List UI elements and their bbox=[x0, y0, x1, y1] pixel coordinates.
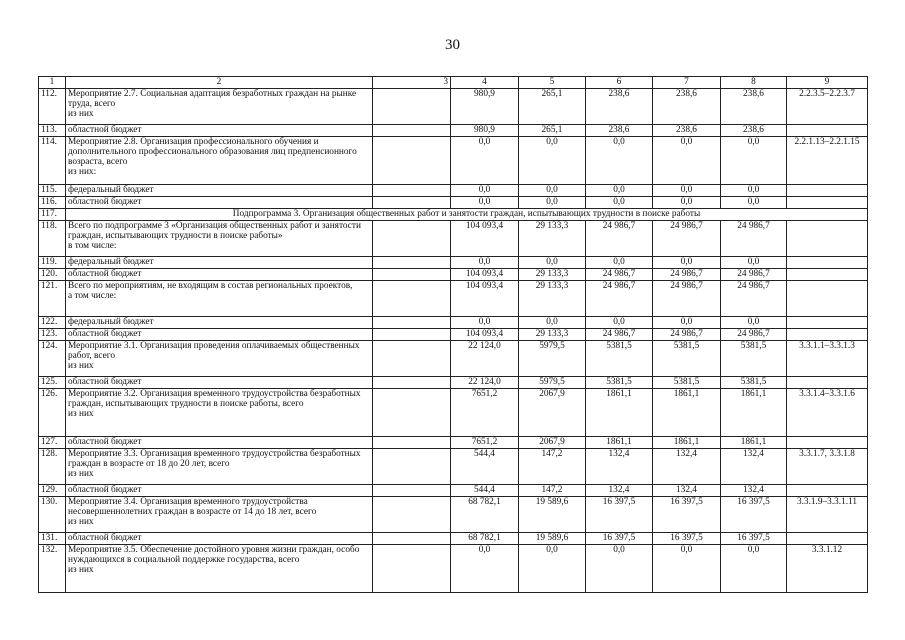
col7-value: 0,0 bbox=[653, 137, 721, 185]
col4-value: 0,0 bbox=[451, 197, 519, 209]
col8-value: 1861,1 bbox=[721, 437, 787, 449]
col4-value: 0,0 bbox=[451, 257, 519, 269]
table-row bbox=[39, 545, 868, 593]
col3-value bbox=[373, 341, 451, 377]
table-row bbox=[39, 533, 868, 545]
indicator-ref: 2.2.1.13–2.2.1.15 bbox=[787, 137, 868, 185]
col7-value: 132,4 bbox=[653, 449, 721, 485]
row-name: федеральный бюджет bbox=[66, 257, 373, 269]
col7-value: 0,0 bbox=[653, 545, 721, 593]
row-number: 112. bbox=[39, 89, 66, 125]
row-name: областной бюджет bbox=[66, 125, 373, 137]
col6-value: 24 986,7 bbox=[586, 221, 653, 257]
col7-value: 0,0 bbox=[653, 197, 721, 209]
col3-value bbox=[373, 485, 451, 497]
table-row bbox=[39, 137, 868, 185]
row-number: 118. bbox=[39, 221, 66, 257]
col6-value: 132,4 bbox=[586, 449, 653, 485]
indicator-ref bbox=[787, 281, 868, 317]
indicator-ref bbox=[787, 317, 868, 329]
col8-value: 5381,5 bbox=[721, 341, 787, 377]
row-name: Всего по подпрограмме 3 «Организация общественных работ и занятости граждан, испытывающих трудности в поиске работы» в том числе: bbox=[66, 221, 373, 257]
indicator-ref bbox=[787, 125, 868, 137]
row-name: Мероприятие 3.2. Организация временного трудоустройства безработных граждан, испытывающих трудности в поиске работы, всего из них bbox=[66, 389, 373, 437]
row-number: 130. bbox=[39, 497, 66, 533]
row-number: 115. bbox=[39, 185, 66, 197]
col6-value: 24 986,7 bbox=[586, 269, 653, 281]
col5-value: 0,0 bbox=[519, 545, 586, 593]
table-row bbox=[39, 437, 868, 449]
row-number: 123. bbox=[39, 329, 66, 341]
col7-value: 24 986,7 bbox=[653, 329, 721, 341]
col8-value: 132,4 bbox=[721, 485, 787, 497]
col8-value: 16 397,5 bbox=[721, 533, 787, 545]
row-name: областной бюджет bbox=[66, 197, 373, 209]
column-header: 6 bbox=[586, 77, 653, 89]
row-number: 129. bbox=[39, 485, 66, 497]
col8-value: 24 986,7 bbox=[721, 221, 787, 257]
col5-value: 2067,9 bbox=[519, 437, 586, 449]
column-header: 3 bbox=[373, 77, 451, 89]
indicator-ref bbox=[787, 185, 868, 197]
column-header: 4 bbox=[451, 77, 519, 89]
col5-value: 0,0 bbox=[519, 257, 586, 269]
col6-value: 16 397,5 bbox=[586, 533, 653, 545]
col3-value bbox=[373, 197, 451, 209]
col8-value: 0,0 bbox=[721, 257, 787, 269]
col5-value: 0,0 bbox=[519, 197, 586, 209]
col8-value: 0,0 bbox=[721, 185, 787, 197]
row-number: 117. bbox=[39, 209, 66, 221]
col3-value bbox=[373, 89, 451, 125]
col4-value: 104 093,4 bbox=[451, 329, 519, 341]
indicator-ref bbox=[787, 533, 868, 545]
col6-value: 238,6 bbox=[586, 89, 653, 125]
indicator-ref bbox=[787, 329, 868, 341]
col3-value bbox=[373, 329, 451, 341]
col6-value: 0,0 bbox=[586, 545, 653, 593]
col4-value: 0,0 bbox=[451, 317, 519, 329]
row-number: 126. bbox=[39, 389, 66, 437]
col3-value bbox=[373, 449, 451, 485]
row-name: федеральный бюджет bbox=[66, 317, 373, 329]
col4-value: 22 124,0 bbox=[451, 377, 519, 389]
col7-value: 16 397,5 bbox=[653, 497, 721, 533]
indicator-ref bbox=[787, 197, 868, 209]
table-row bbox=[39, 497, 868, 533]
indicator-ref: 3.3.1.7, 3.3.1.8 bbox=[787, 449, 868, 485]
table-row bbox=[39, 281, 868, 317]
row-name: Мероприятие 3.3. Организация временного трудоустройства безработных граждан в возрасте от 18 до 20 лет, всего из них bbox=[66, 449, 373, 485]
indicator-ref: 3.3.1.9–3.3.1.11 bbox=[787, 497, 868, 533]
col7-value: 0,0 bbox=[653, 317, 721, 329]
indicator-ref: 3.3.1.1–3.3.1.3 bbox=[787, 341, 868, 377]
col5-value: 265,1 bbox=[519, 125, 586, 137]
col7-value: 5381,5 bbox=[653, 341, 721, 377]
table-row bbox=[39, 185, 868, 197]
col8-value: 0,0 bbox=[721, 197, 787, 209]
row-name: Мероприятие 3.4. Организация временного трудоустройства несовершеннолетних граждан в возрасте от 14 до 18 лет, всего из них bbox=[66, 497, 373, 533]
col6-value: 5381,5 bbox=[586, 341, 653, 377]
column-header: 5 bbox=[519, 77, 586, 89]
col5-value: 29 133,3 bbox=[519, 281, 586, 317]
indicator-ref: 3.3.1.4–3.3.1.6 bbox=[787, 389, 868, 437]
col3-value bbox=[373, 221, 451, 257]
col7-value: 24 986,7 bbox=[653, 269, 721, 281]
table-row bbox=[39, 269, 868, 281]
table-row bbox=[39, 317, 868, 329]
col6-value: 16 397,5 bbox=[586, 497, 653, 533]
col5-value: 29 133,3 bbox=[519, 221, 586, 257]
col5-value: 147,2 bbox=[519, 485, 586, 497]
row-name: областной бюджет bbox=[66, 437, 373, 449]
indicator-ref bbox=[787, 485, 868, 497]
column-header: 1 bbox=[39, 77, 66, 89]
row-number: 114. bbox=[39, 137, 66, 185]
col4-value: 980,9 bbox=[451, 89, 519, 125]
col4-value: 68 782,1 bbox=[451, 533, 519, 545]
col8-value: 0,0 bbox=[721, 317, 787, 329]
col5-value: 5979,5 bbox=[519, 341, 586, 377]
row-name: областной бюджет bbox=[66, 377, 373, 389]
col6-value: 132,4 bbox=[586, 485, 653, 497]
col3-value bbox=[373, 281, 451, 317]
col3-value bbox=[373, 389, 451, 437]
col4-value: 0,0 bbox=[451, 545, 519, 593]
row-name: федеральный бюджет bbox=[66, 185, 373, 197]
col4-value: 22 124,0 bbox=[451, 341, 519, 377]
table-row bbox=[39, 377, 868, 389]
row-number: 116. bbox=[39, 197, 66, 209]
row-number: 131. bbox=[39, 533, 66, 545]
col3-value bbox=[373, 257, 451, 269]
col6-value: 238,6 bbox=[586, 125, 653, 137]
col7-value: 16 397,5 bbox=[653, 533, 721, 545]
col4-value: 7651,2 bbox=[451, 437, 519, 449]
col4-value: 104 093,4 bbox=[451, 281, 519, 317]
indicator-ref bbox=[787, 269, 868, 281]
subprogram-heading: Подпрограмма 3. Организация общественных работ и занятости граждан, испытывающих трудности в поиске работы bbox=[66, 209, 868, 221]
col6-value: 1861,1 bbox=[586, 389, 653, 437]
column-header: 2 bbox=[66, 77, 373, 89]
col5-value: 0,0 bbox=[519, 185, 586, 197]
row-name: областной бюджет bbox=[66, 329, 373, 341]
indicator-ref: 3.3.1.12 bbox=[787, 545, 868, 593]
col4-value: 104 093,4 bbox=[451, 269, 519, 281]
col7-value: 0,0 bbox=[653, 185, 721, 197]
col3-value bbox=[373, 545, 451, 593]
table-row bbox=[39, 197, 868, 209]
col4-value: 104 093,4 bbox=[451, 221, 519, 257]
page-number: 30 bbox=[445, 37, 460, 53]
col6-value: 24 986,7 bbox=[586, 281, 653, 317]
budget-table bbox=[38, 76, 868, 593]
col6-value: 0,0 bbox=[586, 137, 653, 185]
col6-value: 1861,1 bbox=[586, 437, 653, 449]
col5-value: 19 589,6 bbox=[519, 497, 586, 533]
col8-value: 132,4 bbox=[721, 449, 787, 485]
row-number: 132. bbox=[39, 545, 66, 593]
col5-value: 0,0 bbox=[519, 137, 586, 185]
row-name: областной бюджет bbox=[66, 533, 373, 545]
col5-value: 19 589,6 bbox=[519, 533, 586, 545]
col6-value: 5381,5 bbox=[586, 377, 653, 389]
row-name: Мероприятие 2.7. Социальная адаптация безработных граждан на рынке труда, всего из них bbox=[66, 89, 373, 125]
col5-value: 0,0 bbox=[519, 317, 586, 329]
col3-value bbox=[373, 533, 451, 545]
table-row bbox=[39, 221, 868, 257]
col5-value: 265,1 bbox=[519, 89, 586, 125]
col6-value: 0,0 bbox=[586, 257, 653, 269]
row-name: Мероприятие 3.5. Обеспечение достойного уровня жизни граждан, особо нуждающихся в социальной поддержке государства, всего из них bbox=[66, 545, 373, 593]
col8-value: 238,6 bbox=[721, 89, 787, 125]
row-name: Мероприятие 2.8. Организация профессионального обучения и дополнительного профессионального образования лиц предпенсионного возраста, всего из них: bbox=[66, 137, 373, 185]
row-name: Всего по мероприятиям, не входящим в состав региональных проектов, а том числе: bbox=[66, 281, 373, 317]
indicator-ref: 2.2.3.5–2.2.3.7 bbox=[787, 89, 868, 125]
table-row bbox=[39, 125, 868, 137]
table-row bbox=[39, 341, 868, 377]
col7-value: 238,6 bbox=[653, 125, 721, 137]
col4-value: 7651,2 bbox=[451, 389, 519, 437]
table-row bbox=[39, 89, 868, 125]
col4-value: 0,0 bbox=[451, 137, 519, 185]
col6-value: 0,0 bbox=[586, 185, 653, 197]
row-number: 122. bbox=[39, 317, 66, 329]
column-header: 7 bbox=[653, 77, 721, 89]
row-name: областной бюджет bbox=[66, 269, 373, 281]
col3-value bbox=[373, 269, 451, 281]
col8-value: 0,0 bbox=[721, 545, 787, 593]
col7-value: 24 986,7 bbox=[653, 221, 721, 257]
row-number: 127. bbox=[39, 437, 66, 449]
col7-value: 1861,1 bbox=[653, 389, 721, 437]
col8-value: 238,6 bbox=[721, 125, 787, 137]
col7-value: 24 986,7 bbox=[653, 281, 721, 317]
table-row bbox=[39, 485, 868, 497]
col8-value: 24 986,7 bbox=[721, 329, 787, 341]
col4-value: 0,0 bbox=[451, 185, 519, 197]
row-number: 121. bbox=[39, 281, 66, 317]
column-header: 9 bbox=[787, 77, 868, 89]
col5-value: 147,2 bbox=[519, 449, 586, 485]
col4-value: 980,9 bbox=[451, 125, 519, 137]
col5-value: 5979,5 bbox=[519, 377, 586, 389]
table-row bbox=[39, 389, 868, 437]
col5-value: 2067,9 bbox=[519, 389, 586, 437]
table-row bbox=[39, 257, 868, 269]
column-header: 8 bbox=[721, 77, 787, 89]
col8-value: 5381,5 bbox=[721, 377, 787, 389]
header-row bbox=[39, 77, 868, 89]
col8-value: 0,0 bbox=[721, 137, 787, 185]
col4-value: 544,4 bbox=[451, 449, 519, 485]
row-number: 120. bbox=[39, 269, 66, 281]
col6-value: 0,0 bbox=[586, 197, 653, 209]
col3-value bbox=[373, 377, 451, 389]
col8-value: 24 986,7 bbox=[721, 281, 787, 317]
col7-value: 0,0 bbox=[653, 257, 721, 269]
col3-value bbox=[373, 125, 451, 137]
col8-value: 1861,1 bbox=[721, 389, 787, 437]
col5-value: 29 133,3 bbox=[519, 329, 586, 341]
col7-value: 238,6 bbox=[653, 89, 721, 125]
col7-value: 1861,1 bbox=[653, 437, 721, 449]
indicator-ref bbox=[787, 437, 868, 449]
col3-value bbox=[373, 497, 451, 533]
row-number: 128. bbox=[39, 449, 66, 485]
indicator-ref bbox=[787, 377, 868, 389]
row-number: 125. bbox=[39, 377, 66, 389]
col8-value: 24 986,7 bbox=[721, 269, 787, 281]
col7-value: 5381,5 bbox=[653, 377, 721, 389]
col3-value bbox=[373, 317, 451, 329]
col3-value bbox=[373, 185, 451, 197]
row-number: 124. bbox=[39, 341, 66, 377]
col4-value: 544,4 bbox=[451, 485, 519, 497]
col8-value: 16 397,5 bbox=[721, 497, 787, 533]
table-row bbox=[39, 449, 868, 485]
col6-value: 24 986,7 bbox=[586, 329, 653, 341]
col3-value bbox=[373, 137, 451, 185]
col5-value: 29 133,3 bbox=[519, 269, 586, 281]
indicator-ref bbox=[787, 221, 868, 257]
table-row bbox=[39, 209, 868, 221]
row-number: 113. bbox=[39, 125, 66, 137]
row-name: Мероприятие 3.1. Организация проведения оплачиваемых общественных работ, всего из них bbox=[66, 341, 373, 377]
col3-value bbox=[373, 437, 451, 449]
row-number: 119. bbox=[39, 257, 66, 269]
col6-value: 0,0 bbox=[586, 317, 653, 329]
col4-value: 68 782,1 bbox=[451, 497, 519, 533]
table-row bbox=[39, 329, 868, 341]
row-name: областной бюджет bbox=[66, 485, 373, 497]
indicator-ref bbox=[787, 257, 868, 269]
col7-value: 132,4 bbox=[653, 485, 721, 497]
